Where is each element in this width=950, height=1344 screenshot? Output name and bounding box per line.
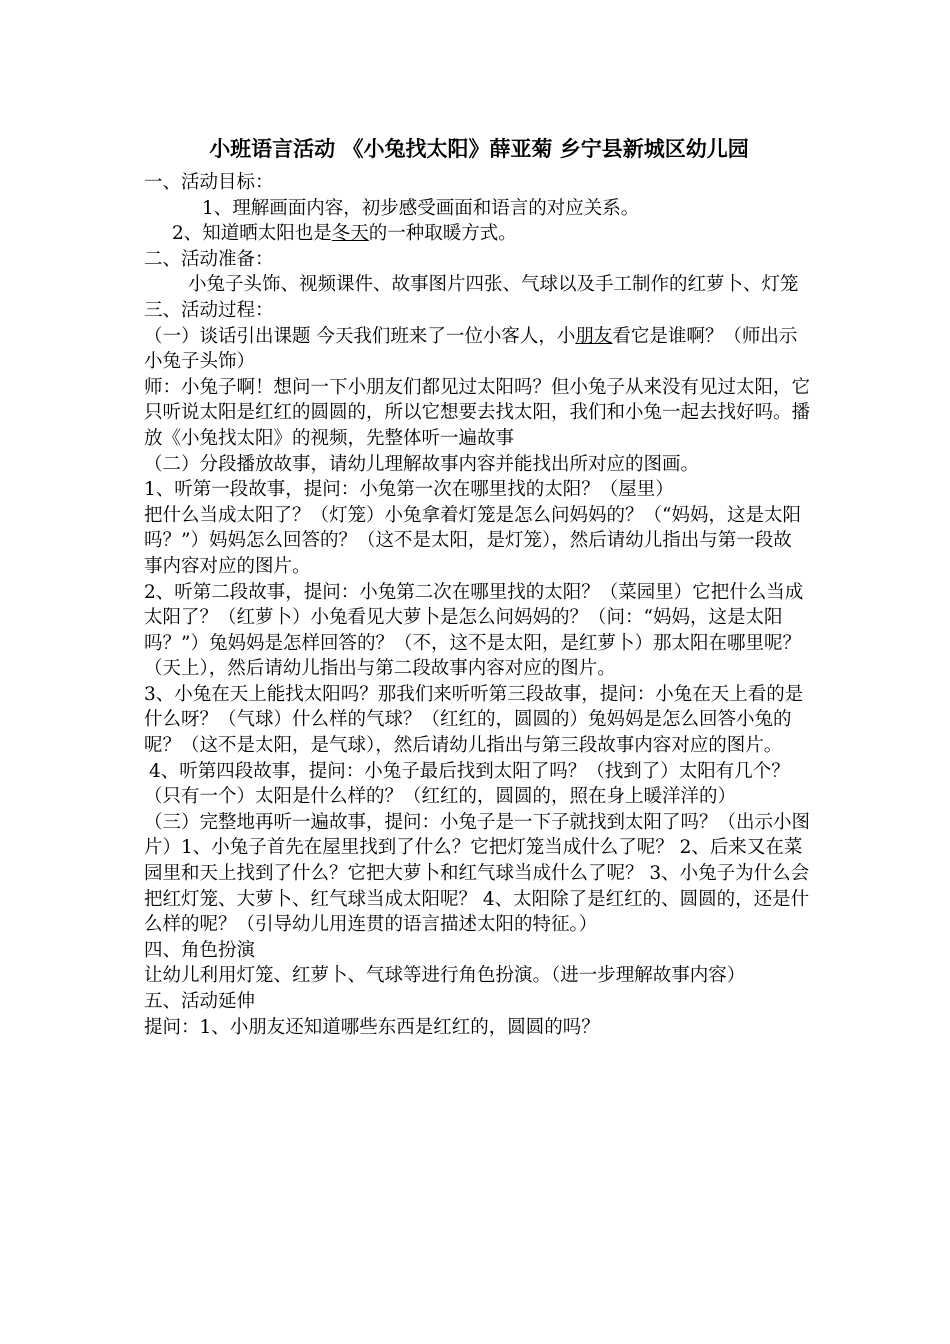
step-4-paragraph: 4、听第四段故事，提问：小兔子最后找到太阳了吗？（找到了）太阳有几个？（只有一个）太阳是什么样的？（红红的，圆圆的，照在身上暖洋洋的） xyxy=(144,760,790,808)
step-2-paragraph: 2、听第二段故事，提问：小兔第二次在哪里找的太阳？（菜园里）它把什么当成太阳了？（红萝卜）小兔看见大萝卜是怎么问妈妈的？（问：“妈妈，这是太阳吗？”）兔妈妈是怎样回答的？（不，这不是太阳，是红萝卜）那太阳在哪里呢？（天上），然后请幼儿指出与第二段故事内容对应的图片。 xyxy=(144,581,804,680)
part-1-text-start: （一）谈话引出课题 今天我们班来了一位小客人，小 xyxy=(144,325,576,347)
preparation-heading: 二、活动准备： xyxy=(144,248,274,270)
friend-link[interactable]: 朋友 xyxy=(575,325,613,347)
process-heading: 三、活动过程： xyxy=(144,299,274,321)
preparation-text: 小兔子头饰、视频课件、故事图片四张、气球以及手工制作的红萝卜、灯笼 xyxy=(188,274,799,296)
part-1-paragraph xyxy=(144,324,810,375)
goals-heading: 一、活动目标： xyxy=(144,172,274,193)
extension-text: 提问：1、小朋友还知道哪些东西是红红的，圆圆的吗？ xyxy=(144,1016,600,1038)
step-1-detail: 把什么当成太阳了？（灯笼）小兔拿着灯笼是怎么问妈妈的？（“妈妈，这是太阳吗？”）妈妈怎么回答的？（这不是太阳，是灯笼），然后请幼儿指出与第一段故事内容对应的图片。 xyxy=(144,504,801,577)
part-1-text-end: 看它是谁啊？（师出示小兔子头饰） xyxy=(144,325,798,373)
step-3-paragraph: 3、小兔在天上能找太阳吗？那我们来听听第三段故事，提问：小兔在天上看的是什么呀？（气球）什么样的气球？（红红的，圆圆的）兔妈妈是怎么回答小兔的呢？（这不是太阳，是气球），然后请幼儿指出与第三段故事内容对应的图片。 xyxy=(144,683,804,757)
goal-item-1: 1、理解画面内容，初步感受画面和语言的对应关系。 xyxy=(202,197,640,219)
document-body xyxy=(144,170,810,1040)
goal-2-text-start: 2、知道晒太阳也是 xyxy=(172,223,332,245)
roleplay-heading: 四、角色扮演 xyxy=(144,939,256,961)
part-3-paragraph: （三）完整地再听一遍故事，提问：小兔子是一下子就找到太阳了吗？（出示小图片）1、小兔子首先在屋里找到了什么？它把灯笼当成什么了呢？ 2、后来又在菜园里和天上找到了什么？它把大萝卜和红气球当成什么了呢？ 3、小兔子为什么会把红灯笼、大萝卜、红气球当成太阳呢？ 4、太阳除了是红红的、圆圆的，还是什么样的呢？（引导幼儿用连贯的语言描述太阳的特征。） xyxy=(144,811,811,936)
roleplay-text: 让幼儿利用灯笼、红萝卜、气球等进行角色扮演。（进一步理解故事内容） xyxy=(144,965,746,987)
teacher-paragraph: 师：小兔子啊！想问一下小朋友们都见过太阳吗？但小兔子从来没有见过太阳，它只听说太阳是红红的圆圆的，所以它想要去找太阳，我们和小兔一起去找好吗。播放《小兔找太阳》的视频，先整体听一遍故事 xyxy=(144,376,811,449)
winter-link[interactable]: 冬天 xyxy=(331,223,369,245)
goal-item-2 xyxy=(144,221,810,247)
step-1-question: 1、听第一段故事，提问：小兔第一次在哪里找的太阳？（屋里） xyxy=(144,479,674,501)
document-title: 小班语言活动 《小兔找太阳》薛亚菊 乡宁县新城区幼儿园 xyxy=(209,136,749,161)
part-2-heading: （二）分段播放故事，请幼儿理解故事内容并能找出所对应的图画。 xyxy=(144,453,700,475)
goal-2-text-end: 的一种取暖方式。 xyxy=(368,223,517,245)
extension-heading: 五、活动延伸 xyxy=(144,991,256,1012)
